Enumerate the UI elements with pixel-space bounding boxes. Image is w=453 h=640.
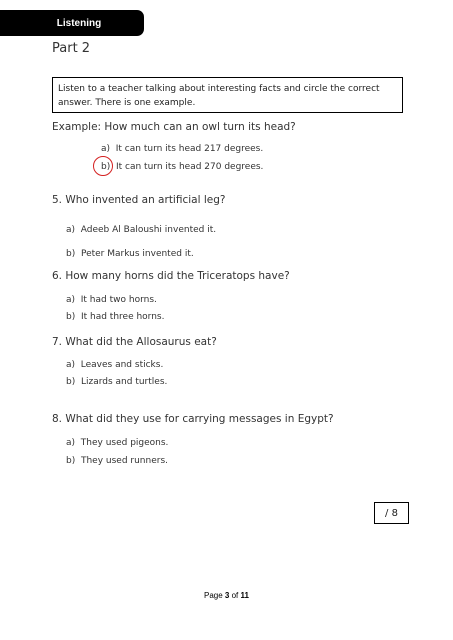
option-label: a): [66, 225, 76, 235]
option-text: It can turn its head 270 degrees.: [115, 162, 264, 172]
option-label: b): [66, 456, 76, 466]
page-current: 3: [224, 591, 230, 600]
page-footer: [0, 591, 453, 600]
option-label: b): [66, 249, 76, 259]
option-text: It had three horns.: [80, 312, 165, 322]
option-label: b): [66, 312, 76, 322]
question-5: 5. Who invented an artificial leg?: [52, 194, 226, 206]
option-text: It had two horns.: [80, 295, 157, 305]
question-5-option-b[interactable]: [66, 249, 194, 259]
option-label: a): [66, 295, 76, 305]
option-text: Lizards and turtles.: [80, 377, 168, 387]
option-text: They used pigeons.: [80, 438, 169, 448]
score-box: / 8: [374, 502, 409, 524]
option-label: a): [66, 438, 76, 448]
option-label: b): [101, 162, 111, 172]
option-text: Leaves and sticks.: [80, 360, 164, 370]
example-question: Example: How much can an owl turn its head?: [52, 121, 296, 133]
instructions-box: Listen to a teacher talking about interesting facts and circle the correct answer. There is one example.: [52, 77, 403, 113]
question-6-option-b[interactable]: [66, 312, 164, 322]
example-option-b[interactable]: [101, 162, 263, 172]
question-8-option-a[interactable]: [66, 438, 168, 448]
part-title: Part 2: [52, 41, 91, 56]
question-6-option-a[interactable]: [66, 295, 157, 305]
page-of: of: [229, 591, 241, 600]
page-prefix: Page: [204, 591, 225, 600]
question-8-option-b[interactable]: [66, 456, 168, 466]
question-8: 8. What did they use for carrying messages in Egypt?: [52, 413, 334, 425]
question-6: 6. How many horns did the Triceratops have?: [52, 270, 290, 282]
page-total: 11: [240, 591, 249, 600]
question-5-option-a[interactable]: [66, 225, 216, 235]
question-7-option-b[interactable]: [66, 377, 167, 387]
option-text: Adeeb Al Baloushi invented it.: [80, 225, 217, 235]
option-label: a): [101, 144, 111, 154]
option-text: They used runners.: [80, 456, 168, 466]
answer-circle-mark: [93, 156, 113, 176]
question-7-option-a[interactable]: [66, 360, 163, 370]
option-text: Peter Markus invented it.: [80, 249, 194, 259]
example-option-a[interactable]: [101, 144, 263, 154]
section-tab: Listening: [0, 10, 144, 36]
question-7: 7. What did the Allosaurus eat?: [52, 336, 217, 348]
option-text: It can turn its head 217 degrees.: [115, 144, 264, 154]
option-label: a): [66, 360, 76, 370]
option-label: b): [66, 377, 76, 387]
